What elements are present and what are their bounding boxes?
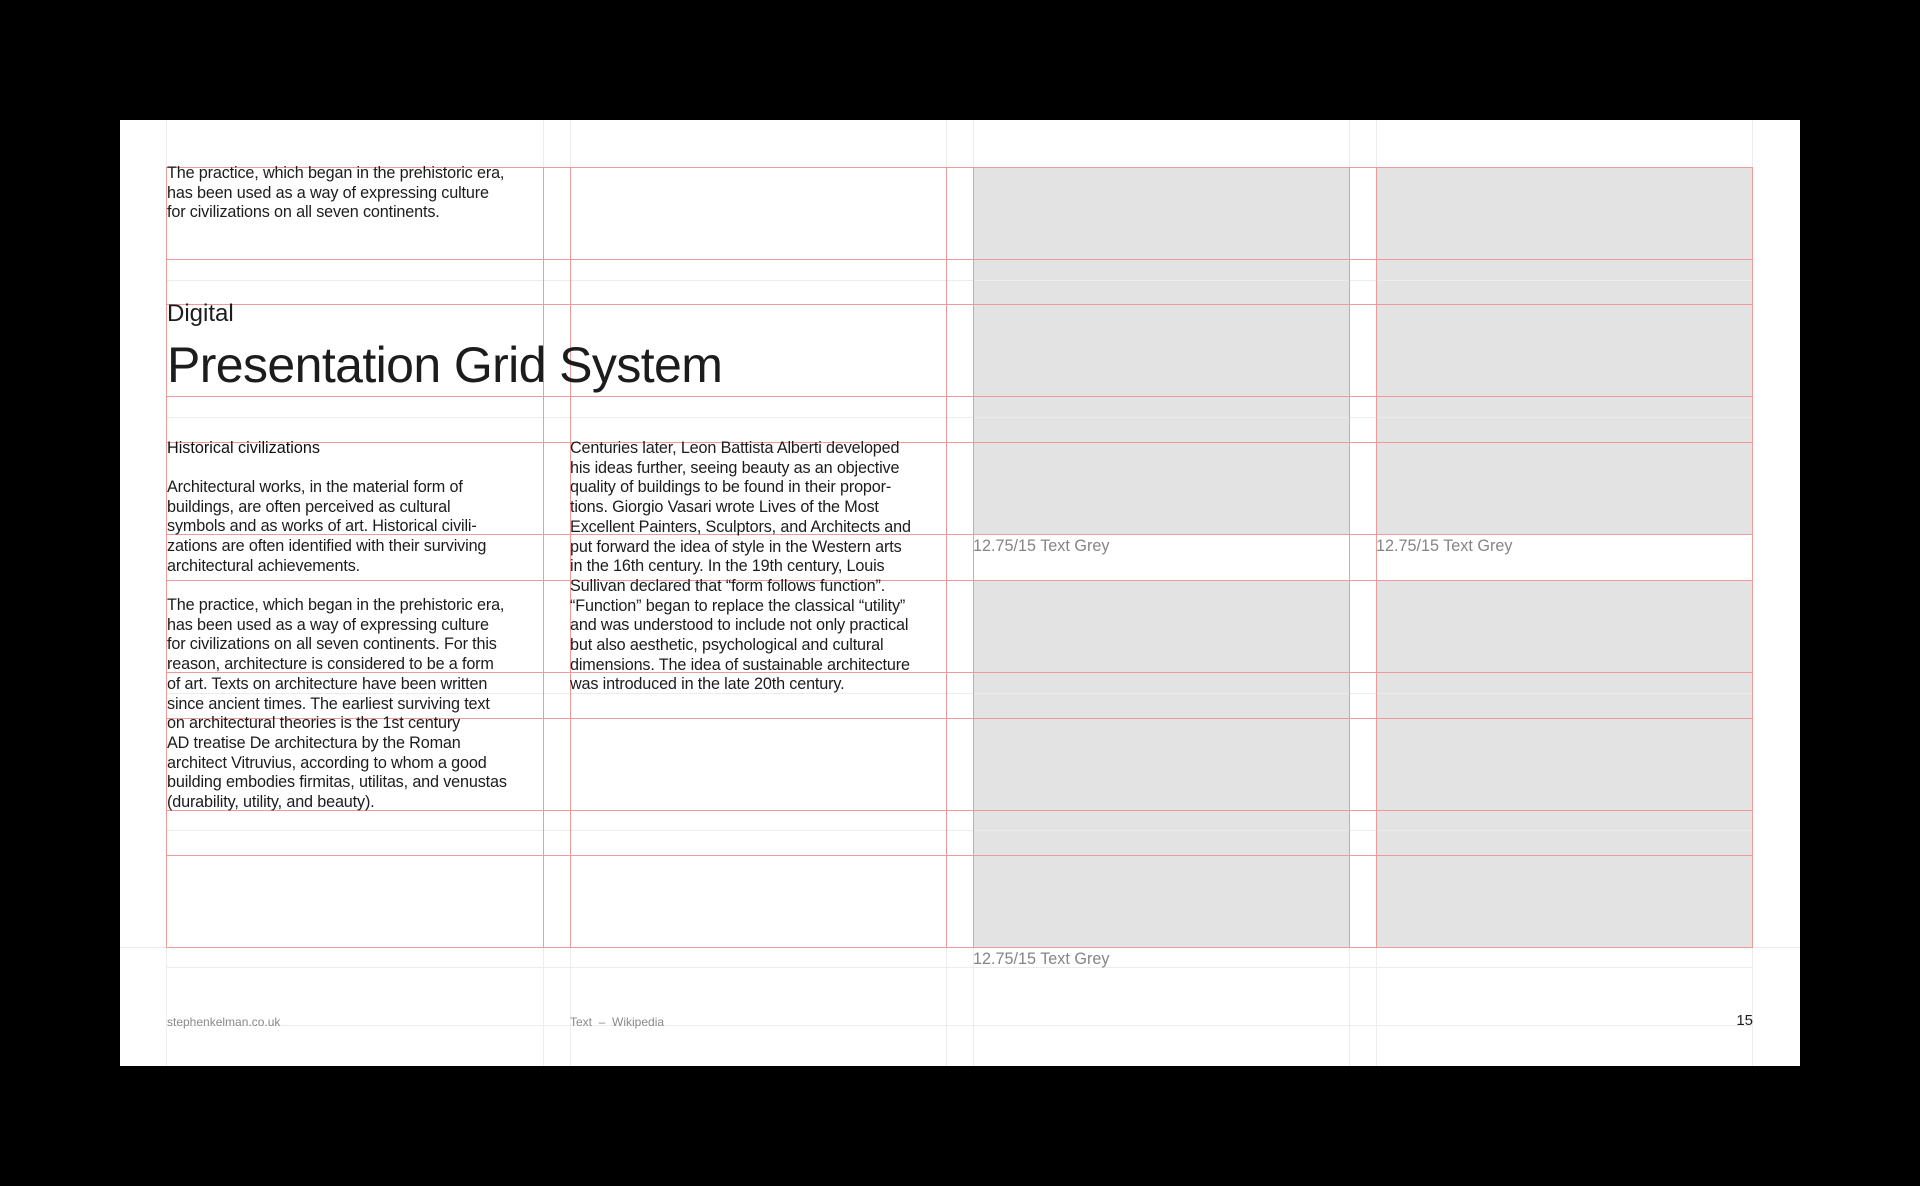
image-caption-top-left: 12.75/15 Text Grey [973, 537, 1110, 555]
intro-paragraph: The practice, which began in the prehistoric era, has been used as a way of expressing culture for civilizations on all seven continents. [167, 164, 505, 222]
column1-paragraph-2: The practice, which began in the prehistoric era, has been used as a way of expressing culture for civilizations on all seven continents. For this reason, architecture is considered to be a form of art. Texts on architecture have been written since ancient times. The earliest surviving text on architectural theories is the 1st century AD treatise De architectura by the Roman architect Vitruvius, according to whom a good building embodies firmitas, utilitas, and venustas (durability, utility, and beauty). [167, 596, 507, 812]
slide [120, 120, 1800, 1066]
image-caption-bottom: 12.75/15 Text Grey [973, 950, 1110, 968]
footer-source: Text – Wikipedia [570, 1015, 665, 1029]
image-placeholder-top-left [973, 167, 1349, 534]
footer-site: stephenkelman.co.uk [167, 1015, 281, 1029]
column1-paragraph-1: Architectural works, in the material form of buildings, are often perceived as cultural symbols and as works of art. Historical civili- zations are often identified with their surviving architectural achievements. [167, 478, 487, 575]
image-caption-top-right: 12.75/15 Text Grey [1376, 537, 1513, 555]
image-placeholder-bottom-right [1376, 580, 1752, 947]
slide-title: Presentation Grid System [167, 337, 723, 393]
column2-paragraph: Centuries later, Leon Battista Alberti developed his ideas further, seeing beauty as an objective quality of buildings to be found in their propor- tions. Giorgio Vasari wrote Lives of the Most Excellent Painters, Sculptors, and Architects and put forward the idea of style in the Western arts in the 16th century. In the 19th century, Louis Sullivan declared that “form follows function”. “Function” began to replace the classical “utility” and was understood to include not only practical but also aesthetic, psychological and cultural dimensions. The idea of sustainable architecture was introduced in the late 20th century. [570, 439, 911, 694]
column1-subhead: Historical civilizations [167, 439, 320, 457]
slide-kicker: Digital [167, 300, 234, 327]
image-placeholder-top-right [1376, 167, 1752, 534]
image-placeholder-bottom-left [973, 580, 1349, 947]
page-number: 15 [1736, 1012, 1753, 1029]
